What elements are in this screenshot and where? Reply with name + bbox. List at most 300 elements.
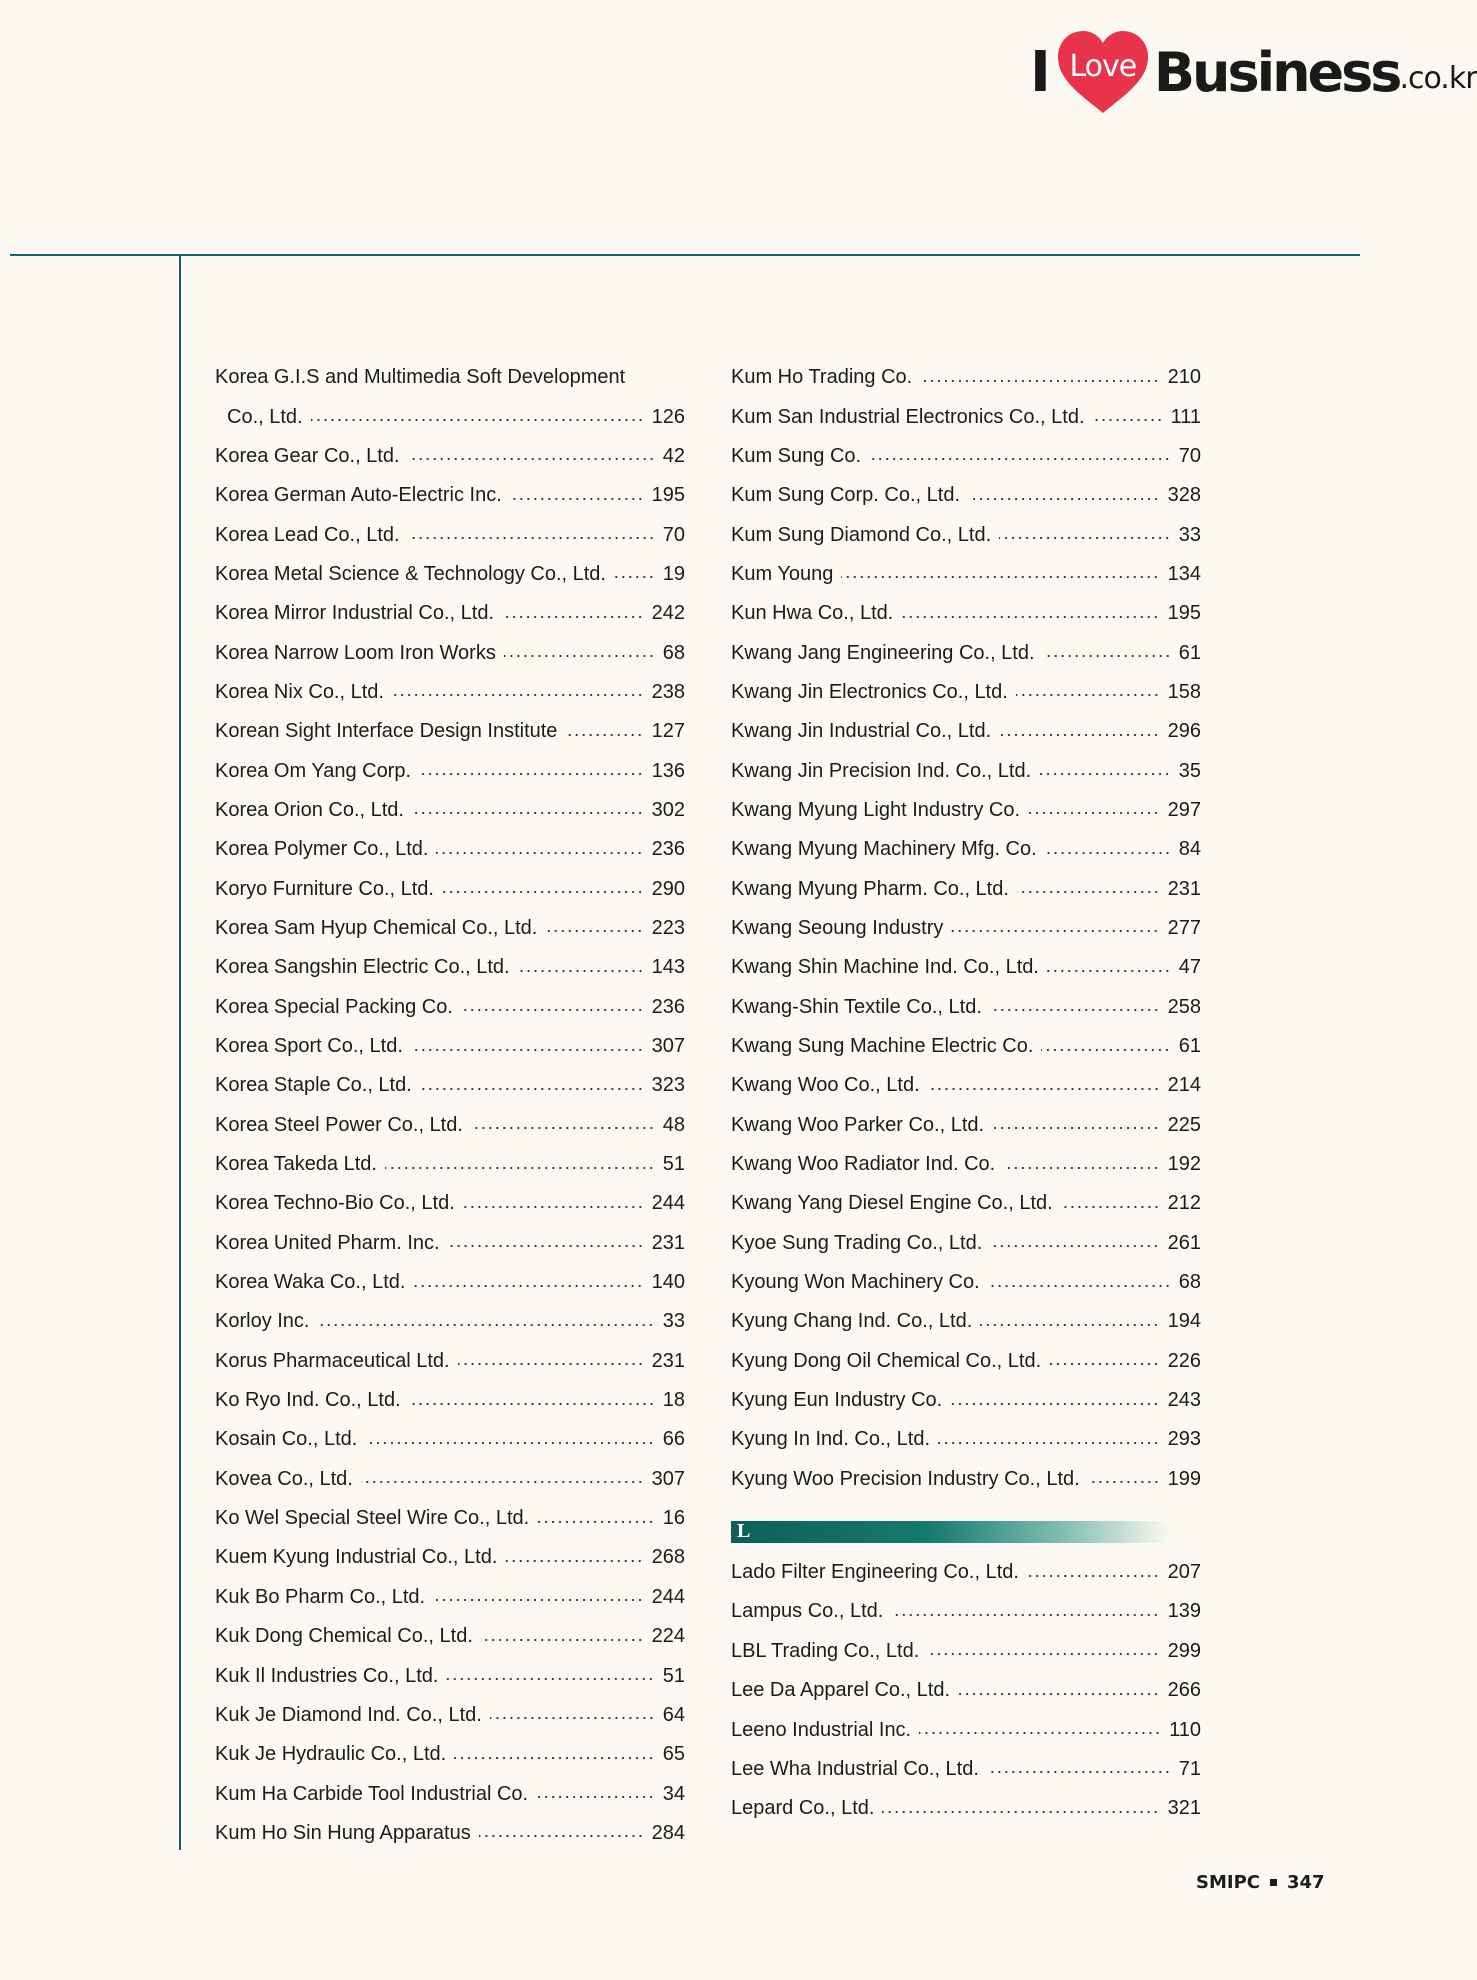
dot-leader — [980, 1321, 1159, 1329]
company-name: Korean Sight Interface Design Institute — [215, 720, 558, 743]
dot-leader — [442, 888, 644, 896]
index-entry — [215, 988, 685, 1027]
index-entry — [731, 1592, 1201, 1631]
company-name: Korea Staple Co., Ltd. — [215, 1074, 412, 1097]
logo-tld: .co.kr — [1399, 61, 1477, 96]
index-entry — [731, 1302, 1201, 1341]
index-entry — [731, 830, 1201, 869]
dot-leader — [479, 1832, 644, 1840]
dot-leader — [420, 1085, 644, 1093]
page-reference: 51 — [662, 1664, 685, 1687]
index-entry — [215, 1381, 685, 1420]
company-name: Kwang Myung Light Industry Co. — [731, 798, 1021, 821]
index-list-l — [731, 1553, 1201, 1828]
company-name: Kum Young — [731, 562, 834, 585]
company-name: Koryo Furniture Co., Ltd. — [215, 877, 434, 900]
company-name: Korea Sport Co., Ltd. — [215, 1035, 403, 1058]
company-name: Korea Waka Co., Ltd. — [215, 1271, 406, 1294]
company-name: Korea Narrow Loom Iron Works — [215, 641, 496, 664]
page-reference: 236 — [651, 995, 685, 1018]
company-name: Lepard Co., Ltd. — [731, 1797, 875, 1820]
company-name: Korea United Pharm. Inc. — [215, 1231, 440, 1254]
index-entry — [731, 1420, 1201, 1459]
dot-leader — [510, 495, 644, 503]
index-column-right — [731, 358, 1201, 1828]
page-reference: 268 — [651, 1546, 685, 1569]
index-entry — [731, 1106, 1201, 1145]
index-entry — [731, 751, 1201, 790]
dot-leader — [958, 1690, 1160, 1698]
company-name: Kuem Kyung Industrial Co., Ltd. — [215, 1546, 498, 1569]
page-reference: 47 — [1178, 956, 1201, 979]
index-entry — [731, 594, 1201, 633]
company-name: Kyung In Ind. Co., Ltd. — [731, 1428, 931, 1451]
page-reference: 212 — [1167, 1192, 1201, 1215]
page-reference: 134 — [1167, 562, 1201, 585]
page-reference: 194 — [1167, 1310, 1201, 1333]
company-name: Ko Ryo Ind. Co., Ltd. — [215, 1389, 401, 1412]
dot-leader — [891, 1611, 1159, 1619]
company-name: Kwang Myung Pharm. Co., Ltd. — [731, 877, 1009, 900]
company-name: Korea Polymer Co., Ltd. — [215, 838, 429, 861]
dot-leader — [565, 731, 643, 739]
page-reference: 16 — [662, 1507, 685, 1530]
dot-leader — [411, 1046, 644, 1054]
dot-leader — [537, 1518, 655, 1526]
company-name: Kosain Co., Ltd. — [215, 1428, 358, 1451]
dot-leader — [448, 1242, 644, 1250]
page-reference: 323 — [651, 1074, 685, 1097]
company-name: Lampus Co., Ltd. — [731, 1600, 884, 1623]
index-entry — [215, 712, 685, 751]
dot-leader — [408, 534, 655, 542]
dot-leader — [446, 1675, 654, 1683]
page-reference: 226 — [1167, 1349, 1201, 1372]
page-reference: 195 — [651, 484, 685, 507]
page-reference: 61 — [1178, 1035, 1201, 1058]
page-reference: 296 — [1167, 720, 1201, 743]
page-reference: 223 — [651, 916, 685, 939]
page-reference: 321 — [1167, 1797, 1201, 1820]
page-reference: 70 — [1178, 444, 1201, 467]
page-reference: 68 — [662, 641, 685, 664]
index-entry — [731, 988, 1201, 1027]
dot-leader — [987, 1768, 1171, 1776]
page-reference: 231 — [1167, 877, 1201, 900]
company-name: Korea Om Yang Corp. — [215, 759, 412, 782]
company-name: Kum Ho Trading Co. — [731, 366, 913, 389]
dot-leader — [1003, 1164, 1159, 1172]
index-entry — [731, 1027, 1201, 1066]
company-name: Kwang Jin Electronics Co., Ltd. — [731, 680, 1008, 703]
page-reference: 225 — [1167, 1113, 1201, 1136]
company-name: Kuk Je Hydraulic Co., Ltd. — [215, 1743, 447, 1766]
dot-leader — [920, 377, 1159, 385]
index-entry — [215, 358, 685, 397]
dot-leader — [968, 495, 1160, 503]
page-reference: 210 — [1167, 366, 1201, 389]
page-reference: 244 — [651, 1585, 685, 1608]
heart-icon — [1054, 27, 1152, 117]
page-reference: 293 — [1167, 1428, 1201, 1451]
dot-leader — [1016, 691, 1160, 699]
company-name: Kun Hwa Co., Ltd. — [731, 602, 894, 625]
company-name: Kwang-Shin Textile Co., Ltd. — [731, 995, 982, 1018]
company-name: Korus Pharmaceutical Ltd. — [215, 1349, 450, 1372]
company-name: Kwang Woo Co., Ltd. — [731, 1074, 920, 1097]
page-reference: 61 — [1178, 641, 1201, 664]
company-name: Kwang Jin Industrial Co., Ltd. — [731, 720, 992, 743]
company-name: Kyung Eun Industry Co. — [731, 1389, 943, 1412]
page-reference: 18 — [662, 1389, 685, 1412]
company-name: Kwang Jang Engineering Co., Ltd. — [731, 641, 1035, 664]
company-name: Korea Mirror Industrial Co., Ltd. — [215, 602, 494, 625]
dot-leader — [1088, 1478, 1160, 1486]
index-entry — [215, 437, 685, 476]
page-number: 347 — [1286, 1872, 1325, 1893]
dot-leader — [928, 1085, 1160, 1093]
page-reference: 231 — [651, 1231, 685, 1254]
square-bullet-icon — [1270, 1879, 1277, 1886]
company-name: Korea Special Packing Co. — [215, 995, 453, 1018]
page-reference: 35 — [1178, 759, 1201, 782]
index-entry — [215, 476, 685, 515]
index-entry — [215, 1224, 685, 1263]
company-name: Kovea Co., Ltd. — [215, 1467, 353, 1490]
page-reference: 214 — [1167, 1074, 1201, 1097]
index-entry — [731, 1671, 1201, 1710]
index-entry — [731, 633, 1201, 672]
dot-leader — [317, 1321, 654, 1329]
index-entry — [731, 948, 1201, 987]
dot-leader — [392, 691, 644, 699]
page-reference: 64 — [662, 1703, 685, 1726]
page-reference: 70 — [662, 523, 685, 546]
index-entry — [731, 476, 1201, 515]
page-reference: 307 — [651, 1467, 685, 1490]
page-reference: 19 — [662, 562, 685, 585]
page-reference: 71 — [1178, 1757, 1201, 1780]
company-name: Kwang Jin Precision Ind. Co., Ltd. — [731, 759, 1032, 782]
company-name: Kwang Woo Radiator Ind. Co. — [731, 1153, 996, 1176]
company-name: Kum Ha Carbide Tool Industrial Co. — [215, 1782, 529, 1805]
dot-leader — [505, 1557, 643, 1565]
dot-leader — [1045, 849, 1171, 857]
company-name: LBL Trading Co., Ltd. — [731, 1639, 920, 1662]
index-entry — [731, 1710, 1201, 1749]
page-reference: 261 — [1167, 1231, 1201, 1254]
company-name: Ko Wel Special Steel Wire Co., Ltd. — [215, 1507, 530, 1530]
dot-leader — [504, 652, 655, 660]
index-entry — [215, 1460, 685, 1499]
company-name: Korea Gear Co., Ltd. — [215, 444, 400, 467]
dot-leader — [433, 1596, 644, 1604]
dot-leader — [1027, 1572, 1160, 1580]
page-reference: 242 — [651, 602, 685, 625]
page-reference: 139 — [1167, 1600, 1201, 1623]
dot-leader — [990, 1242, 1159, 1250]
dot-leader — [1028, 809, 1160, 817]
index-entry — [731, 358, 1201, 397]
page-reference: 34 — [662, 1782, 685, 1805]
index-list-k — [731, 358, 1201, 1499]
page-reference: 195 — [1167, 602, 1201, 625]
page-reference: 111 — [1170, 405, 1201, 428]
company-name: Kwang Woo Parker Co., Ltd. — [731, 1113, 985, 1136]
index-entry — [215, 1263, 685, 1302]
company-name: Korea G.I.S and Multimedia Soft Development — [215, 366, 626, 389]
index-entry — [215, 1106, 685, 1145]
dot-leader — [471, 1124, 655, 1132]
company-name: Kuk Je Diamond Ind. Co., Ltd. — [215, 1703, 482, 1726]
company-name: Co., Ltd. — [227, 405, 303, 428]
dot-leader — [518, 967, 644, 975]
page-reference: 328 — [1167, 484, 1201, 507]
dot-leader — [458, 1360, 644, 1368]
index-entry — [215, 1814, 685, 1853]
dot-leader — [361, 1478, 644, 1486]
column-divider — [179, 254, 181, 1850]
index-entry — [731, 515, 1201, 554]
page-footer — [1196, 1872, 1325, 1893]
company-name: Korea Sam Hyup Chemical Co., Ltd. — [215, 916, 538, 939]
index-entry — [731, 1381, 1201, 1420]
page-reference: 277 — [1167, 916, 1201, 939]
index-entry — [215, 1499, 685, 1538]
index-entry — [731, 869, 1201, 908]
page-reference: 84 — [1178, 838, 1201, 861]
company-name: Korea Steel Power Co., Ltd. — [215, 1113, 463, 1136]
dot-leader — [950, 1400, 1159, 1408]
header-divider — [10, 254, 1360, 256]
company-name: Kwang Yang Diesel Engine Co., Ltd. — [731, 1192, 1053, 1215]
index-entry — [731, 1553, 1201, 1592]
company-name: Korea Sangshin Electric Co., Ltd. — [215, 956, 510, 979]
index-entry — [215, 1027, 685, 1066]
index-entry — [215, 869, 685, 908]
company-name: Korea Lead Co., Ltd. — [215, 523, 400, 546]
index-entry — [215, 1656, 685, 1695]
page-reference: 290 — [651, 877, 685, 900]
index-entry — [215, 1145, 685, 1184]
logo-business: Business — [1153, 40, 1400, 104]
index-entry — [731, 555, 1201, 594]
index-entry — [215, 1342, 685, 1381]
section-letter: L — [737, 1519, 751, 1542]
company-name: Kyoe Sung Trading Co., Ltd. — [731, 1231, 983, 1254]
index-entry — [731, 1632, 1201, 1671]
company-name: Korea German Auto-Electric Inc. — [215, 484, 502, 507]
company-name: Kwang Sung Machine Electric Co. — [731, 1035, 1034, 1058]
page-reference: 238 — [651, 680, 685, 703]
index-entry — [215, 948, 685, 987]
index-entry — [215, 633, 685, 672]
index-entry — [215, 1420, 685, 1459]
dot-leader — [454, 1754, 655, 1762]
dot-leader — [490, 1714, 655, 1722]
page-reference: 236 — [651, 838, 685, 861]
company-name: Leeno Industrial Inc. — [731, 1718, 912, 1741]
page-reference: 110 — [1169, 1718, 1201, 1741]
dot-leader — [988, 1282, 1171, 1290]
dot-leader — [1093, 416, 1163, 424]
index-entry — [215, 673, 685, 712]
dot-leader — [882, 1808, 1159, 1816]
page-reference: 224 — [651, 1625, 685, 1648]
index-entry — [215, 830, 685, 869]
dot-leader — [419, 770, 644, 778]
dot-leader — [1041, 1046, 1170, 1054]
page-reference: 68 — [1178, 1271, 1201, 1294]
page-reference: 143 — [651, 956, 685, 979]
logo-i: I — [1030, 39, 1050, 105]
company-name: Kuk Il Industries Co., Ltd. — [215, 1664, 439, 1687]
company-name: Kum Ho Sin Hung Apparatus — [215, 1821, 471, 1844]
index-entry — [731, 791, 1201, 830]
index-entry — [731, 1145, 1201, 1184]
index-entry — [215, 1696, 685, 1735]
page-reference: 243 — [1167, 1389, 1201, 1412]
company-name: Korea Nix Co., Ltd. — [215, 680, 384, 703]
page-reference: 297 — [1167, 798, 1201, 821]
dot-leader — [413, 1282, 643, 1290]
dot-leader — [365, 1439, 654, 1447]
page-reference: 207 — [1167, 1561, 1201, 1584]
company-name: Korea Orion Co., Ltd. — [215, 798, 404, 821]
page-reference: 140 — [651, 1271, 685, 1294]
page-reference: 127 — [651, 720, 685, 743]
index-entry — [731, 397, 1201, 436]
company-name: Kwang Seoung Industry — [731, 916, 944, 939]
dot-leader — [1061, 1203, 1160, 1211]
page-reference: 307 — [651, 1035, 685, 1058]
company-name: Lado Filter Engineering Co., Ltd. — [731, 1561, 1019, 1584]
dot-leader — [408, 455, 655, 463]
page-reference: 302 — [651, 798, 685, 821]
index-entry — [731, 1184, 1201, 1223]
company-name: Lee Wha Industrial Co., Ltd. — [731, 1757, 979, 1780]
dot-leader — [992, 1124, 1160, 1132]
index-entry — [731, 1263, 1201, 1302]
company-name: Kuk Bo Pharm Co., Ltd. — [215, 1585, 426, 1608]
page-reference: 126 — [651, 405, 685, 428]
index-entry — [215, 555, 685, 594]
company-name: Korea Techno-Bio Co., Ltd. — [215, 1192, 455, 1215]
page-reference: 136 — [651, 759, 685, 782]
dot-leader — [999, 731, 1159, 739]
dot-leader — [502, 613, 644, 621]
dot-leader — [919, 1729, 1161, 1737]
dot-leader — [901, 613, 1159, 621]
index-entry — [731, 1750, 1201, 1789]
company-name: Korea Metal Science & Technology Co., Ltd. — [215, 562, 606, 585]
page-reference: 42 — [662, 444, 685, 467]
dot-leader — [436, 849, 643, 857]
index-entry — [215, 1066, 685, 1105]
page-reference: 231 — [651, 1349, 685, 1372]
index-entry — [731, 1460, 1201, 1499]
index-entry — [215, 397, 685, 436]
index-entry — [215, 1184, 685, 1223]
company-name: Kyung Chang Ind. Co., Ltd. — [731, 1310, 973, 1333]
index-entry — [731, 712, 1201, 751]
dot-leader — [409, 1400, 655, 1408]
index-entry — [731, 909, 1201, 948]
section-header-l — [731, 1521, 1171, 1543]
page-reference: 299 — [1167, 1639, 1201, 1662]
dot-leader — [536, 1793, 655, 1801]
index-entry — [731, 673, 1201, 712]
dot-leader — [481, 1636, 644, 1644]
company-name: Kum Sung Corp. Co., Ltd. — [731, 484, 961, 507]
dot-leader — [938, 1439, 1160, 1447]
page-reference: 33 — [662, 1310, 685, 1333]
index-entry — [731, 437, 1201, 476]
index-entry — [215, 1578, 685, 1617]
dot-leader — [990, 1006, 1160, 1014]
company-name: Korea Takeda Ltd. — [215, 1153, 377, 1176]
page-reference: 66 — [662, 1428, 685, 1451]
page-reference: 48 — [662, 1113, 685, 1136]
page-reference: 199 — [1167, 1467, 1201, 1490]
index-entry — [215, 751, 685, 790]
index-entry — [215, 1774, 685, 1813]
company-name: Kum Sung Diamond Co., Ltd. — [731, 523, 992, 546]
company-name: Kwang Myung Machinery Mfg. Co. — [731, 838, 1037, 861]
index-entry — [215, 1617, 685, 1656]
dot-leader — [545, 927, 643, 935]
page-reference: 284 — [651, 1821, 685, 1844]
company-name: Kuk Dong Chemical Co., Ltd. — [215, 1625, 473, 1648]
page-reference: 33 — [1178, 523, 1201, 546]
index-entry — [215, 1538, 685, 1577]
page-reference: 258 — [1167, 995, 1201, 1018]
index-entry — [731, 1066, 1201, 1105]
page-reference: 158 — [1167, 680, 1201, 703]
dot-leader — [412, 809, 644, 817]
index-entry — [215, 1735, 685, 1774]
company-name: Lee Da Apparel Co., Ltd. — [731, 1679, 951, 1702]
company-name: Kum San Industrial Electronics Co., Ltd. — [731, 405, 1085, 428]
logo-love: Love — [1069, 49, 1137, 84]
dot-leader — [1049, 1360, 1159, 1368]
dot-leader — [461, 1006, 644, 1014]
company-name: Kyung Dong Oil Chemical Co., Ltd. — [731, 1349, 1042, 1372]
index-entry — [215, 909, 685, 948]
index-entry — [731, 1789, 1201, 1828]
company-name: Kyung Woo Precision Industry Co., Ltd. — [731, 1467, 1080, 1490]
company-name: Kwang Shin Machine Ind. Co., Ltd. — [731, 956, 1039, 979]
dot-leader — [1039, 770, 1171, 778]
dot-leader — [927, 1650, 1159, 1658]
dot-leader — [614, 573, 655, 581]
dot-leader — [841, 573, 1159, 581]
page-reference: 65 — [662, 1743, 685, 1766]
index-entry — [215, 791, 685, 830]
dot-leader — [869, 455, 1171, 463]
index-entry — [215, 515, 685, 554]
page-reference: 266 — [1167, 1679, 1201, 1702]
page-reference: 244 — [651, 1192, 685, 1215]
company-name: Korloy Inc. — [215, 1310, 310, 1333]
dot-leader — [999, 534, 1171, 542]
dot-leader — [463, 1203, 644, 1211]
site-logo[interactable] — [1030, 22, 1477, 122]
page-reference: 192 — [1167, 1153, 1201, 1176]
dot-leader — [951, 927, 1159, 935]
index-entry — [731, 1224, 1201, 1263]
index-entry — [731, 1342, 1201, 1381]
